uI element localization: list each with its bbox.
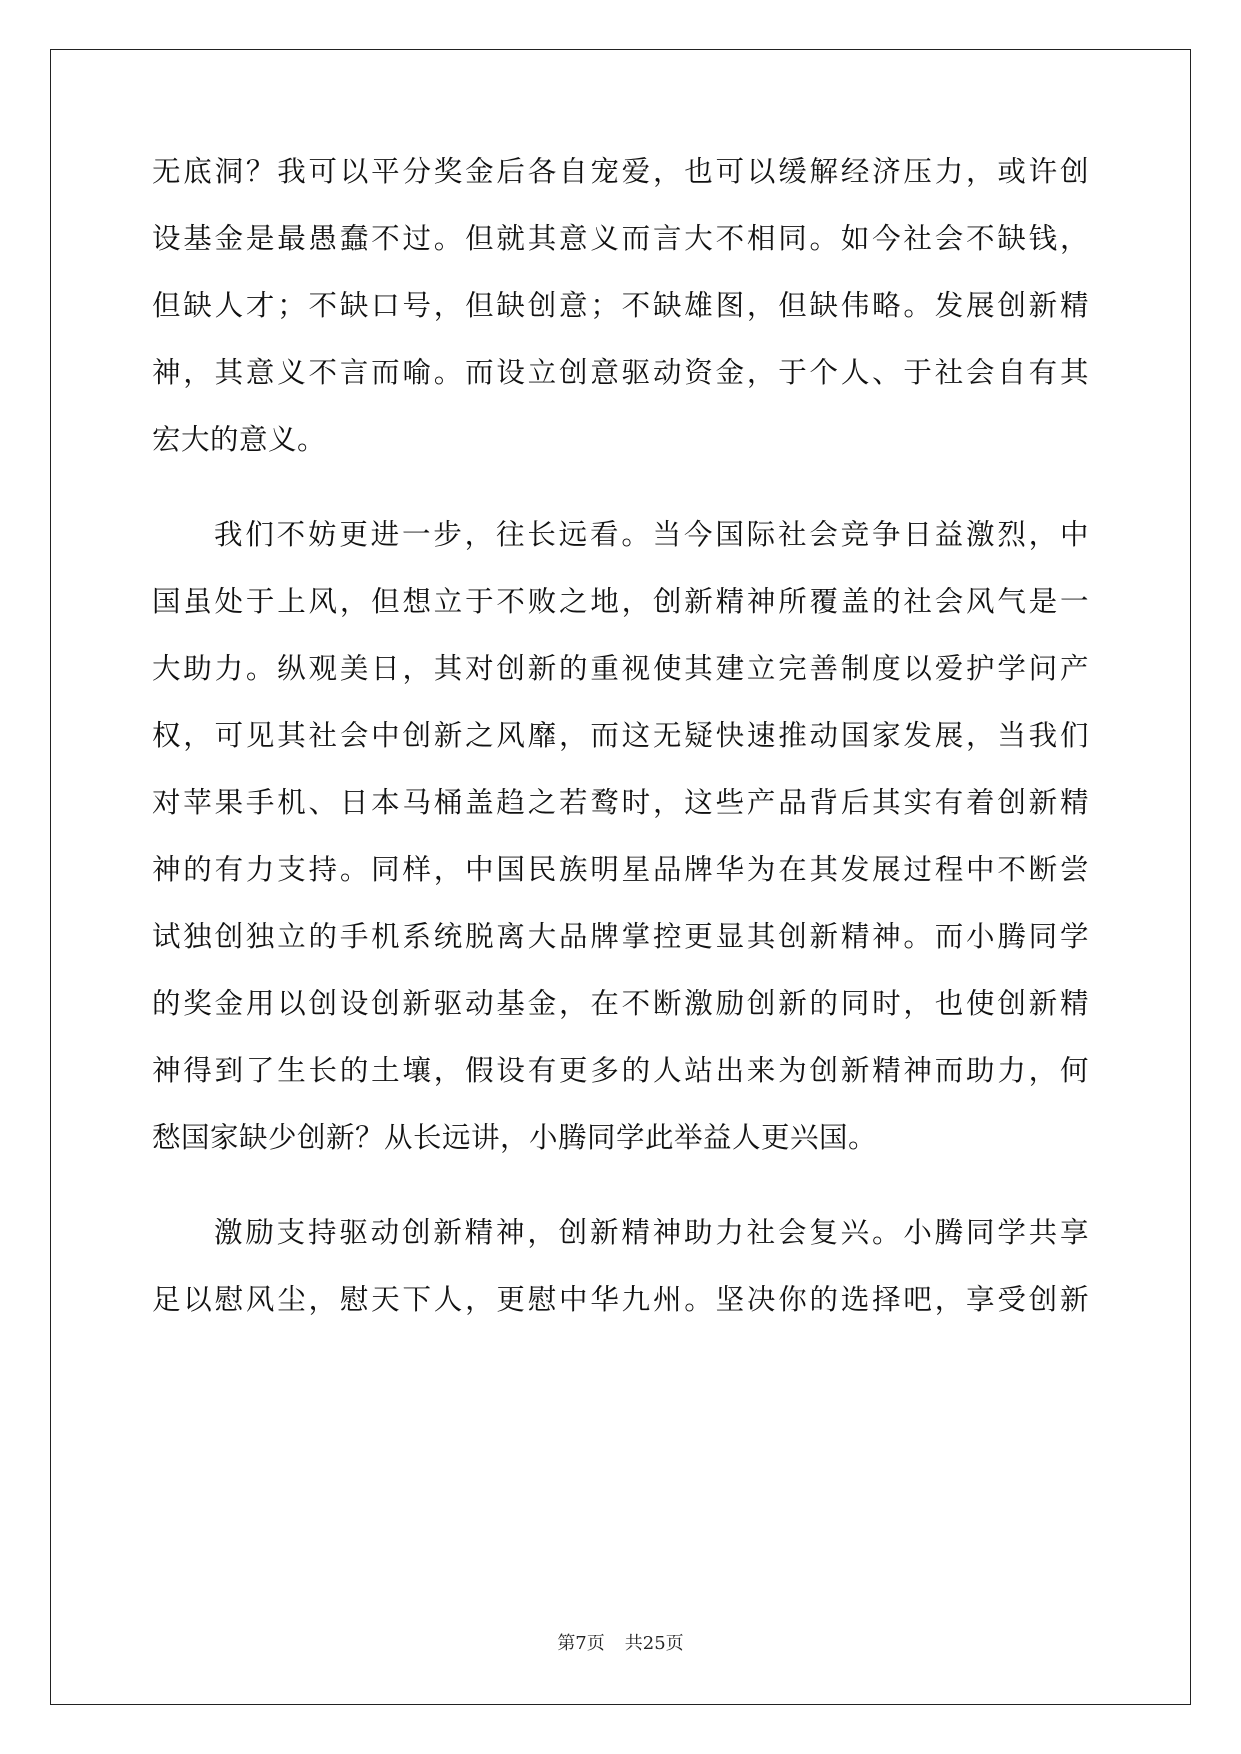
text-line: 神得到了生长的土壤，假设有更多的人站出来为创新精神而助力，何 <box>152 1054 1089 1087</box>
text-line: 宏大的意义。 <box>152 423 327 456</box>
text-line: 的奖金用以创设创新驱动基金，在不断激励创新的同时，也使创新精 <box>152 987 1089 1020</box>
page-number: 第7页 <box>557 1633 605 1654</box>
page-total: 共25页 <box>624 1633 684 1654</box>
text-line: 但缺人才；不缺口号，但缺创意；不缺雄图，但缺伟略。发展创新精 <box>152 289 1089 322</box>
text-line: 国虽处于上风，但想立于不败之地，创新精神所覆盖的社会风气是一 <box>152 585 1089 618</box>
text-line: 试独创独立的手机系统脱离大品牌掌控更显其创新精神。而小腾同学 <box>152 920 1089 953</box>
text-line: 神，其意义不言而喻。而设立创意驱动资金，于个人、于社会自有其 <box>152 356 1089 389</box>
text-line: 愁国家缺少创新？从长远讲，小腾同学此举益人更兴国。 <box>152 1121 878 1154</box>
text-line: 设基金是最愚蠢不过。但就其意义而言大不相同。如今社会不缺钱， <box>152 222 1089 255</box>
text-line: 对苹果手机、日本马桶盖趋之若鹜时，这些产品背后其实有着创新精 <box>152 786 1089 819</box>
text-line: 无底洞？我可以平分奖金后各自宠爱，也可以缓解经济压力，或许创 <box>152 155 1089 188</box>
text-line: 足以慰风尘，慰天下人，更慰中华九州。坚决你的选择吧，享受创新 <box>152 1283 1089 1316</box>
page-footer <box>0 1632 1241 1656</box>
text-line: 权，可见其社会中创新之风靡，而这无疑快速推动国家发展，当我们 <box>152 719 1089 752</box>
paragraph-first-line: 我们不妨更进一步，往长远看。当今国际社会竞争日益激烈，中 <box>214 518 1089 551</box>
text-line: 神的有力支持。同样，中国民族明星品牌华为在其发展过程中不断尝 <box>152 853 1089 886</box>
text-line: 大助力。纵观美日，其对创新的重视使其建立完善制度以爱护学问产 <box>152 652 1089 685</box>
paragraph-first-line: 激励支持驱动创新精神，创新精神助力社会复兴。小腾同学共享 <box>214 1216 1089 1249</box>
